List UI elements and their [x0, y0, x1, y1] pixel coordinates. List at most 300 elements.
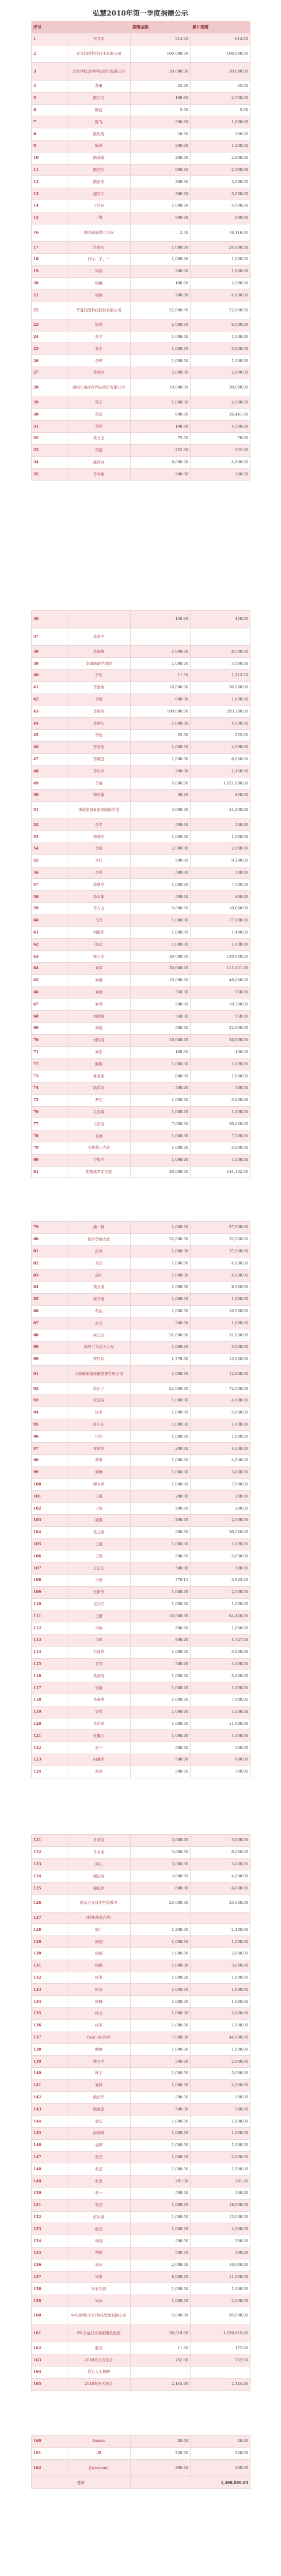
table-row — [32, 819, 250, 831]
table-row — [32, 1598, 250, 1610]
cumulative-amount: 5,000.00 — [191, 1341, 250, 1353]
cumulative-amount: 8,000.00 — [191, 753, 250, 765]
donation-amount: 500.00 — [131, 1317, 191, 1329]
row-number: 40 — [32, 669, 67, 681]
table-row — [32, 1034, 250, 1046]
donation-amount: 50.00 — [131, 789, 191, 801]
table-row — [32, 669, 250, 681]
donor-name: 陈涛 — [67, 140, 131, 152]
donation-amount: 20.00 — [131, 128, 191, 140]
donor-name: 李怡 — [67, 729, 131, 741]
donation-amount: 2.00 — [131, 224, 191, 242]
cumulative-amount: 2,000.00 — [191, 1586, 250, 1598]
cumulative-amount: 1,000.00 — [191, 1293, 250, 1305]
cumulative-amount: 13,000.00 — [191, 2211, 250, 2223]
donation-amount: 1,000.00 — [131, 1538, 191, 1550]
cumulative-amount: 1,000.00 — [191, 1984, 250, 1996]
row-number: 70 — [32, 1034, 67, 1046]
row-number: 82 — [32, 1257, 67, 1270]
row-number: 152 — [32, 2211, 67, 2223]
row-number: 160 — [32, 2307, 67, 2325]
cumulative-amount: 1,000.00 — [191, 939, 250, 951]
table-row — [32, 1407, 250, 1419]
donation-amount: 200.00 — [131, 1503, 191, 1515]
table-row — [32, 1317, 250, 1329]
table-row — [32, 939, 250, 951]
table-row — [32, 1575, 250, 1587]
row-number: 137 — [32, 2032, 67, 2044]
cumulative-amount: 172.00 — [191, 2342, 250, 2354]
table-row — [32, 379, 250, 397]
table-row — [32, 2235, 250, 2247]
table-row — [32, 765, 250, 778]
table-row — [32, 176, 250, 188]
cumulative-amount: 46,000.00 — [191, 974, 250, 986]
donor-name: (特殊普通合伙) — [67, 1912, 131, 1924]
donor-name: 黄强 — [67, 444, 131, 456]
row-number: 106 — [32, 1550, 67, 1563]
table-row — [32, 1305, 250, 1317]
donation-amount: 1,000.00 — [131, 1646, 191, 1658]
donation-amount: 1,000.00 — [131, 331, 191, 343]
donation-amount: 200.00 — [131, 152, 191, 164]
cumulative-amount: 4,000.00 — [191, 1870, 250, 1883]
row-number: 10 — [32, 152, 67, 164]
donor-name: 张一 — [67, 2188, 131, 2200]
donor-name: 罗艺 — [67, 1094, 131, 1106]
donation-amount: 5.00 — [131, 104, 191, 116]
table-row — [32, 2151, 250, 2163]
donation-amount: 800.00 — [131, 1070, 191, 1083]
donor-name: 伍佩山 — [67, 1730, 131, 1742]
table-row — [32, 45, 250, 63]
donor-name: 李章敏 — [67, 789, 131, 801]
donor-name: Bonnie — [67, 2436, 131, 2448]
row-number: 101 — [32, 1491, 67, 1503]
row-number: 33 — [32, 444, 67, 456]
cumulative-amount: 24,000.00 — [191, 801, 250, 819]
cumulative-amount: 30,000.00 — [191, 379, 250, 397]
donation-amount: 1,000.00 — [131, 1142, 191, 1154]
donation-amount: 550.00 — [131, 986, 191, 999]
table-row — [32, 1443, 250, 1455]
donor-name: 易锋 — [67, 2079, 131, 2091]
cumulative-amount: 1,000.00 — [191, 1106, 250, 1118]
cumulative-amount: 500.00 — [191, 819, 250, 831]
table-row — [32, 128, 250, 140]
donation-amount: 1,000.00 — [131, 1670, 191, 1682]
donation-amount: 5,000.00 — [131, 2307, 191, 2325]
table-row — [32, 355, 250, 367]
donation-amount: 1,000.00 — [131, 2079, 191, 2091]
table-row — [32, 116, 250, 128]
donor-name: 秦子砚 — [67, 1293, 131, 1305]
cumulative-amount: 1,000.00 — [191, 1598, 250, 1610]
table-row — [32, 1515, 250, 1527]
cumulative-amount: 7,000.00 — [191, 1694, 250, 1706]
row-number: 16 — [32, 224, 67, 242]
row-number: 161 — [32, 2447, 67, 2459]
donor-name: 肖永丽 — [67, 1846, 131, 1858]
row-number: 131 — [32, 1960, 67, 1972]
cumulative-amount: 2,000.00 — [191, 843, 250, 855]
table-row — [32, 2378, 250, 2390]
column-header-amount: 捐赠金额 — [131, 21, 191, 33]
donation-amount: 500.00 — [131, 1563, 191, 1575]
row-number: 23 — [32, 319, 67, 331]
donor-name: 荣万汉 — [67, 1329, 131, 1342]
table-row — [32, 867, 250, 879]
donation-amount: 16,000.00 — [131, 1034, 191, 1046]
cumulative-amount: 813.00 — [191, 33, 250, 45]
donation-amount: 1,000.00 — [131, 1281, 191, 1293]
donor-name: Paul (英文字) — [67, 2032, 131, 2044]
donation-amount: 1,000.00 — [131, 1419, 191, 1431]
donor-name: 丁红军 — [67, 200, 131, 212]
table-row — [32, 1341, 250, 1353]
table-row — [32, 1281, 250, 1293]
table-row — [32, 1070, 250, 1083]
row-number: 142 — [32, 2091, 67, 2104]
table-row — [32, 2091, 250, 2104]
cumulative-amount: 22,000.00 — [191, 302, 250, 319]
donation-amount: 500.00 — [131, 1658, 191, 1670]
table-row — [32, 2104, 250, 2116]
donor-name: 李海峰助学组织 — [67, 658, 131, 670]
cumulative-amount: 6,000.00 — [191, 1883, 250, 1895]
table-row — [32, 1550, 250, 1563]
row-number: 117 — [32, 1682, 67, 1694]
cumulative-amount: 5,000.00 — [191, 343, 250, 355]
donor-name: 殷红华 — [67, 2091, 131, 2104]
table-row — [32, 224, 250, 242]
table-row — [32, 903, 250, 915]
donation-amount: 2,000.00 — [131, 367, 191, 379]
donor-name: 康喜春 — [67, 456, 131, 468]
donor-name: 李婉莹 — [67, 753, 131, 765]
donation-amount: 1,000.00 — [131, 2008, 191, 2020]
donor-name: 北京润欣科技技术有限公司 — [67, 45, 131, 63]
donation-amount: 800.00 — [131, 693, 191, 706]
donor-name: 向曦萍 — [67, 1754, 131, 1766]
cumulative-amount: 31,000.00 — [191, 1329, 250, 1342]
cumulative-amount: 2,300.00 — [191, 164, 250, 176]
donor-name: 毛雄 — [67, 1130, 131, 1142]
row-number: 150 — [32, 2188, 67, 2200]
donor-name: 谢宇宁 — [67, 188, 131, 200]
donor-name: 杨双 — [67, 1984, 131, 1996]
cumulative-amount: 32,000.00 — [191, 1233, 250, 1245]
donation-amount: 1,000.00 — [131, 1466, 191, 1478]
donor-name: 陈晓敏 — [67, 152, 131, 164]
table-row — [32, 778, 250, 790]
donor-name: 刘宇 — [67, 1046, 131, 1058]
donation-amount: 1,000.00 — [131, 1682, 191, 1694]
donation-amount: 500.00 — [131, 999, 191, 1011]
donor-name: 李倩 — [67, 778, 131, 790]
table-row — [32, 1353, 250, 1365]
donation-amount: 500.00 — [131, 1082, 191, 1094]
row-number: 29 — [32, 397, 67, 409]
table-row — [32, 855, 250, 867]
donation-amount: 1,000.00 — [131, 1094, 191, 1106]
table-row — [32, 1912, 250, 1924]
cumulative-amount: 4,000.00 — [191, 1257, 250, 1270]
donor-name: 曹勇 — [67, 80, 131, 92]
donor-name: 谢莉 — [67, 1766, 131, 1778]
donor-name: 杨超 — [67, 1936, 131, 1948]
donor-name: 彼得李福大叔 — [67, 1233, 131, 1245]
donor-name: 田伟 — [67, 1431, 131, 1443]
table-row — [32, 999, 250, 1011]
donation-amount: 1,000.00 — [131, 1293, 191, 1305]
donation-amount: 7,000.00 — [131, 2032, 191, 2044]
donor-name: 深圳卫文蓝天大叔 — [67, 1341, 131, 1353]
donor-name: 刘琴 — [67, 999, 131, 1011]
cumulative-amount: 1,000.00 — [191, 1154, 250, 1166]
donation-table — [31, 610, 250, 1178]
row-number: 136 — [32, 2019, 67, 2032]
table-row — [32, 2056, 250, 2068]
donation-amount: 2,000.00 — [131, 843, 191, 855]
donation-amount: 25,000.00 — [131, 1894, 191, 1912]
table-row — [32, 1563, 250, 1575]
donor-name: 包文军 — [67, 33, 131, 45]
cumulative-amount: 11,000.00 — [191, 1718, 250, 1730]
table-row — [32, 1846, 250, 1858]
donor-name: 黄文玉 — [67, 432, 131, 444]
donation-amount: 300.00 — [131, 188, 191, 200]
donor-name: 陈艺红 — [67, 164, 131, 176]
donor-name: 刘凤涛 — [67, 1034, 131, 1046]
table-row — [32, 1094, 250, 1106]
table-row — [32, 879, 250, 891]
row-number: 55 — [32, 855, 67, 867]
table-row — [32, 254, 250, 266]
cumulative-amount: 1,000.00 — [191, 1431, 250, 1443]
row-number: 95 — [32, 1419, 67, 1431]
cumulative-amount: 64,426.00 — [191, 1610, 250, 1622]
donation-amount: 200.00 — [131, 468, 191, 481]
donor-name: 黄晓兵 — [67, 367, 131, 379]
donor-name — [67, 611, 131, 628]
table-row — [32, 1270, 250, 1282]
row-number: 118 — [32, 1694, 67, 1706]
row-number: 24 — [32, 331, 67, 343]
table-row — [32, 611, 250, 628]
table-row — [32, 1154, 250, 1166]
donor-name: 姚义平 — [67, 2056, 131, 2068]
donation-amount: 500.00 — [131, 2235, 191, 2247]
cumulative-amount: 200.00 — [191, 1491, 250, 1503]
row-number: 128 — [32, 1924, 67, 1936]
table-row — [32, 1835, 250, 1847]
donation-amount: 1,000.00 — [131, 831, 191, 843]
row-number: 12 — [32, 176, 67, 188]
cumulative-amount: 2,400.00 — [191, 1924, 250, 1936]
donation-amount: 22,000.00 — [131, 302, 191, 319]
table-row — [32, 1022, 250, 1034]
donor-name: 王兴宇 — [67, 1598, 131, 1610]
donation-amount: 1,000.00 — [131, 753, 191, 765]
donor-name: 杨鹏 — [67, 1960, 131, 1972]
table-row — [32, 741, 250, 753]
cumulative-amount: 9,200.00 — [191, 855, 250, 867]
cumulative-amount: 4,000.00 — [191, 741, 250, 753]
donation-amount: 1,000.00 — [131, 1984, 191, 1996]
table-row — [32, 927, 250, 939]
row-number: 5 — [32, 92, 67, 104]
donor-name: 韦桥 — [67, 1622, 131, 1634]
donor-name: 钱五湘 — [67, 1281, 131, 1293]
donation-amount: 500.00 — [131, 2188, 191, 2200]
cumulative-amount: 4,000.00 — [191, 2079, 250, 2091]
donor-name: 陈昌浩 — [67, 176, 131, 188]
donor-name: 钟振 — [67, 2247, 131, 2259]
row-number: 145 — [32, 2128, 67, 2140]
donor-name: 王旭 — [67, 1503, 131, 1515]
donor-name: 彭章 — [67, 1245, 131, 1257]
donation-amount: 1,000.00 — [131, 1936, 191, 1948]
table-row — [32, 265, 250, 277]
row-number: 48 — [32, 765, 67, 778]
donation-amount: 5,000.00 — [131, 903, 191, 915]
table-row — [32, 1936, 250, 1948]
row-number: 124 — [32, 1766, 67, 1778]
table-row — [32, 2259, 250, 2271]
table-row — [32, 2247, 250, 2259]
donation-amount: 1,000.00 — [131, 1431, 191, 1443]
cumulative-amount: 7,500.00 — [191, 1130, 250, 1142]
donor-name: 谢礼 — [67, 1858, 131, 1870]
cumulative-amount: 7,000.00 — [191, 1478, 250, 1491]
row-number: 111 — [32, 1610, 67, 1622]
row-number: 119 — [32, 1706, 67, 1718]
cumulative-amount: 1,000.00 — [191, 2019, 250, 2032]
donor-name: 卫翔 — [67, 1658, 131, 1670]
donor-name: 吴海涛 — [67, 1670, 131, 1682]
donation-amount — [131, 628, 191, 646]
cumulative-amount: 550.00 — [191, 1011, 250, 1023]
donation-amount: 200.00 — [131, 289, 191, 302]
row-number: 141 — [32, 2079, 67, 2091]
donor-name: 李强 — [67, 867, 131, 879]
row-number: 74 — [32, 1082, 67, 1094]
donation-amount: 1,000.00 — [131, 200, 191, 212]
donor-name: 王宏安 — [67, 1563, 131, 1575]
row-number: 72 — [32, 1058, 67, 1070]
donor-name: Joycepeng — [67, 2459, 131, 2477]
donor-name: 谢运高 — [67, 1870, 131, 1883]
cumulative-amount: 1,000.00 — [191, 831, 250, 843]
row-number: 79 — [32, 1222, 67, 1234]
column-header-name — [67, 21, 131, 33]
table-row — [32, 1730, 250, 1742]
cumulative-amount: 111,651.00 — [191, 962, 250, 974]
donation-amount: 1,000.00 — [131, 914, 191, 927]
cumulative-amount: 5,000.00 — [191, 1550, 250, 1563]
row-number: 13 — [32, 188, 67, 200]
row-number: 102 — [32, 1503, 67, 1515]
donation-amount: 100.00 — [131, 277, 191, 289]
cumulative-amount: 12,000.00 — [191, 1365, 250, 1383]
table-row — [32, 302, 250, 319]
cumulative-amount: 4,000.00 — [191, 1395, 250, 1407]
table-row — [32, 331, 250, 343]
donor-name: 宋金英 — [67, 1395, 131, 1407]
donation-amount: 1,000.00 — [131, 2139, 191, 2151]
row-number: 38 — [32, 646, 67, 658]
cumulative-amount: 1,000.00 — [191, 1706, 250, 1718]
row-number: 99 — [32, 1466, 67, 1478]
row-number: 75 — [32, 1094, 67, 1106]
donation-amount: 1,000.00 — [131, 658, 191, 670]
cumulative-amount: 200.00 — [191, 1503, 250, 1515]
cumulative-amount: 500.00 — [191, 2247, 250, 2259]
donor-name: 杨书 — [67, 1972, 131, 1984]
donation-amount: 1,000.00 — [131, 1694, 191, 1706]
row-number: 36 — [32, 611, 67, 628]
donation-amount: 1,000.00 — [131, 1948, 191, 1960]
cumulative-amount: 1,213.50 — [191, 669, 250, 681]
donor-name: 吕宝敏 — [67, 1106, 131, 1118]
donor-name: 邱红 — [67, 1270, 131, 1282]
table-row — [32, 1960, 250, 1972]
row-number: 147 — [32, 2151, 67, 2163]
cumulative-amount: 4,000.00 — [191, 1455, 250, 1467]
cumulative-amount: 3,000.00 — [191, 1960, 250, 1972]
row-number: 77 — [32, 1118, 67, 1130]
row-number: 149 — [32, 2175, 67, 2188]
donation-table — [31, 1834, 250, 2391]
cumulative-amount: 10,000.00 — [191, 903, 250, 915]
row-number: 15 — [32, 212, 67, 224]
row-number: 88 — [32, 1329, 67, 1342]
row-number: 157 — [32, 2271, 67, 2283]
row-number: 127 — [32, 1912, 67, 1924]
donation-amount: 2,000.00 — [131, 319, 191, 331]
row-number: 144 — [32, 2116, 67, 2128]
donation-amount: 30,000.00 — [131, 63, 191, 81]
cumulative-amount: 1,539,915.00 — [191, 2325, 250, 2342]
cumulative-amount: 25.00 — [191, 80, 250, 92]
donor-name: 梁之军 — [67, 951, 131, 963]
table-row — [32, 1478, 250, 1491]
table-row — [32, 409, 250, 421]
donation-amount: 500.00 — [131, 1766, 191, 1778]
column-header-no: 序号 — [32, 21, 67, 33]
cumulative-amount: 700.00 — [191, 1766, 250, 1778]
cumulative-amount: 7,500.00 — [191, 879, 250, 891]
donor-name: 张光 — [67, 2151, 131, 2163]
donor-name: 2018年无名年会 — [67, 2378, 131, 2390]
donation-amount: 1,000.00 — [131, 1730, 191, 1742]
donor-name: 国内滴滴爱心大叔 — [67, 224, 131, 242]
table-row — [32, 1658, 250, 1670]
cumulative-amount: 18,116.00 — [191, 224, 250, 242]
row-number: 113 — [32, 1634, 67, 1646]
cumulative-amount: 900.00 — [191, 212, 250, 224]
cumulative-amount: 13,000.00 — [191, 1353, 250, 1365]
donor-name: 李力力 — [67, 903, 131, 915]
donation-amount: 1,000.00 — [131, 2128, 191, 2140]
donor-name: 俞东 — [67, 2116, 131, 2128]
row-number: 37 — [32, 628, 67, 646]
row-number: 94 — [32, 1407, 67, 1419]
donation-amount: 24,000.00 — [131, 1383, 191, 1395]
table-row — [32, 1894, 250, 1912]
donation-amount: 1,000.00 — [131, 1718, 191, 1730]
